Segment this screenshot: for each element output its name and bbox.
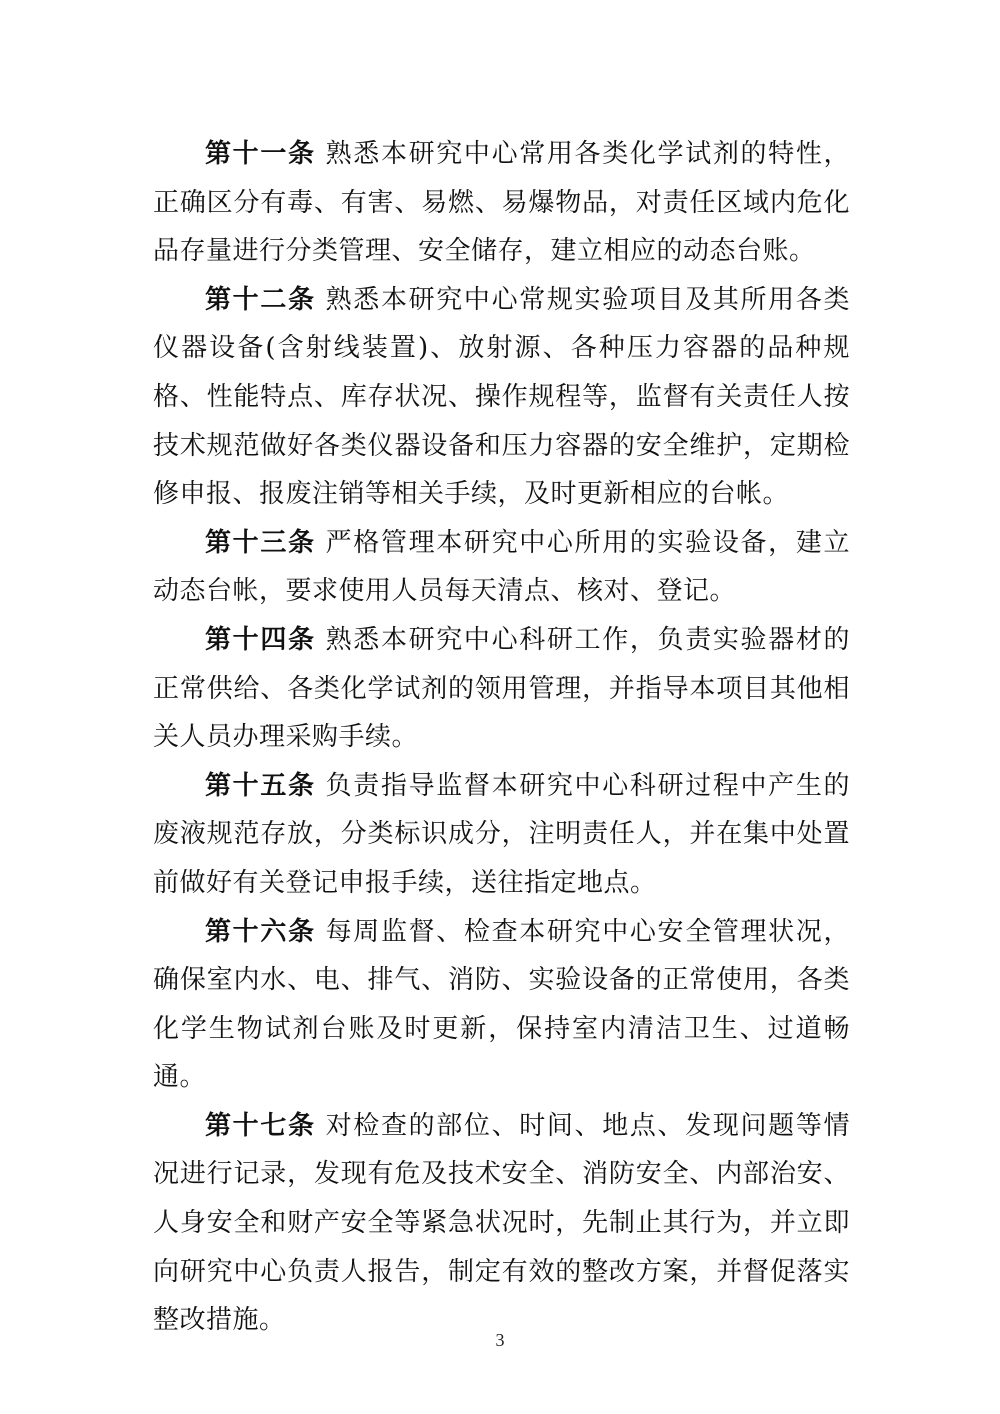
article-text: 严格管理本研究中心所用的实验设备，建立动态台帐，要求使用人员每天清点、核对、登记。 — [153, 527, 850, 607]
article-13 — [153, 519, 850, 616]
article-12 — [153, 276, 850, 519]
document-body — [153, 130, 850, 1345]
article-title: 第十一条 — [205, 139, 316, 169]
article-title: 第十七条 — [205, 1110, 316, 1141]
article-text: 熟悉本研究中心常规实验项目及其所用各类仪器设备(含射线装置)、放射源、各种压力容器的品种规格、性能特点、库存状况、操作规程等，监督有关责任人按技术规范做好各类仪器设备和压力容器的安全维护，定期检修申报、报废注销等相关手续，及时更新相应的台帐。 — [153, 284, 850, 510]
article-text: 对检查的部位、时间、地点、发现问题等情况进行记录，发现有危及技术安全、消防安全、内部治安、人身安全和财产安全等紧急状况时，先制止其行为，并立即向研究中心负责人报告，制定有效的整改方案，并督促落实整改措施。 — [153, 1110, 850, 1336]
article-title: 第十二条 — [205, 284, 316, 315]
article-14 — [153, 616, 850, 762]
article-title: 第十五条 — [205, 770, 316, 801]
article-16 — [153, 908, 850, 1102]
article-title: 第十四条 — [205, 624, 316, 655]
article-text: 负责指导监督本研究中心科研过程中产生的废液规范存放，分类标识成分，注明责任人，并在集中处置前做好有关登记申报手续，送往指定地点。 — [153, 770, 850, 898]
article-text: 熟悉本研究中心常用各类化学试剂的特性，正确区分有毒、有害、易燃、易爆物品，对责任区域内危化品存量进行分类管理、安全储存，建立相应的动态台账。 — [153, 139, 850, 267]
article-15 — [153, 762, 850, 908]
article-11 — [153, 130, 850, 276]
page-number: 3 — [495, 1330, 505, 1350]
article-title: 第十三条 — [205, 527, 316, 558]
article-text: 每周监督、检查本研究中心安全管理状况，确保室内水、电、排气、消防、实验设备的正常使用，各类化学生物试剂台账及时更新，保持室内清洁卫生、过道畅通。 — [153, 916, 850, 1093]
article-17 — [153, 1102, 850, 1345]
article-title: 第十六条 — [205, 916, 316, 947]
article-text: 熟悉本研究中心科研工作，负责实验器材的正常供给、各类化学试剂的领用管理，并指导本项目其他相关人员办理采购手续。 — [153, 624, 850, 753]
